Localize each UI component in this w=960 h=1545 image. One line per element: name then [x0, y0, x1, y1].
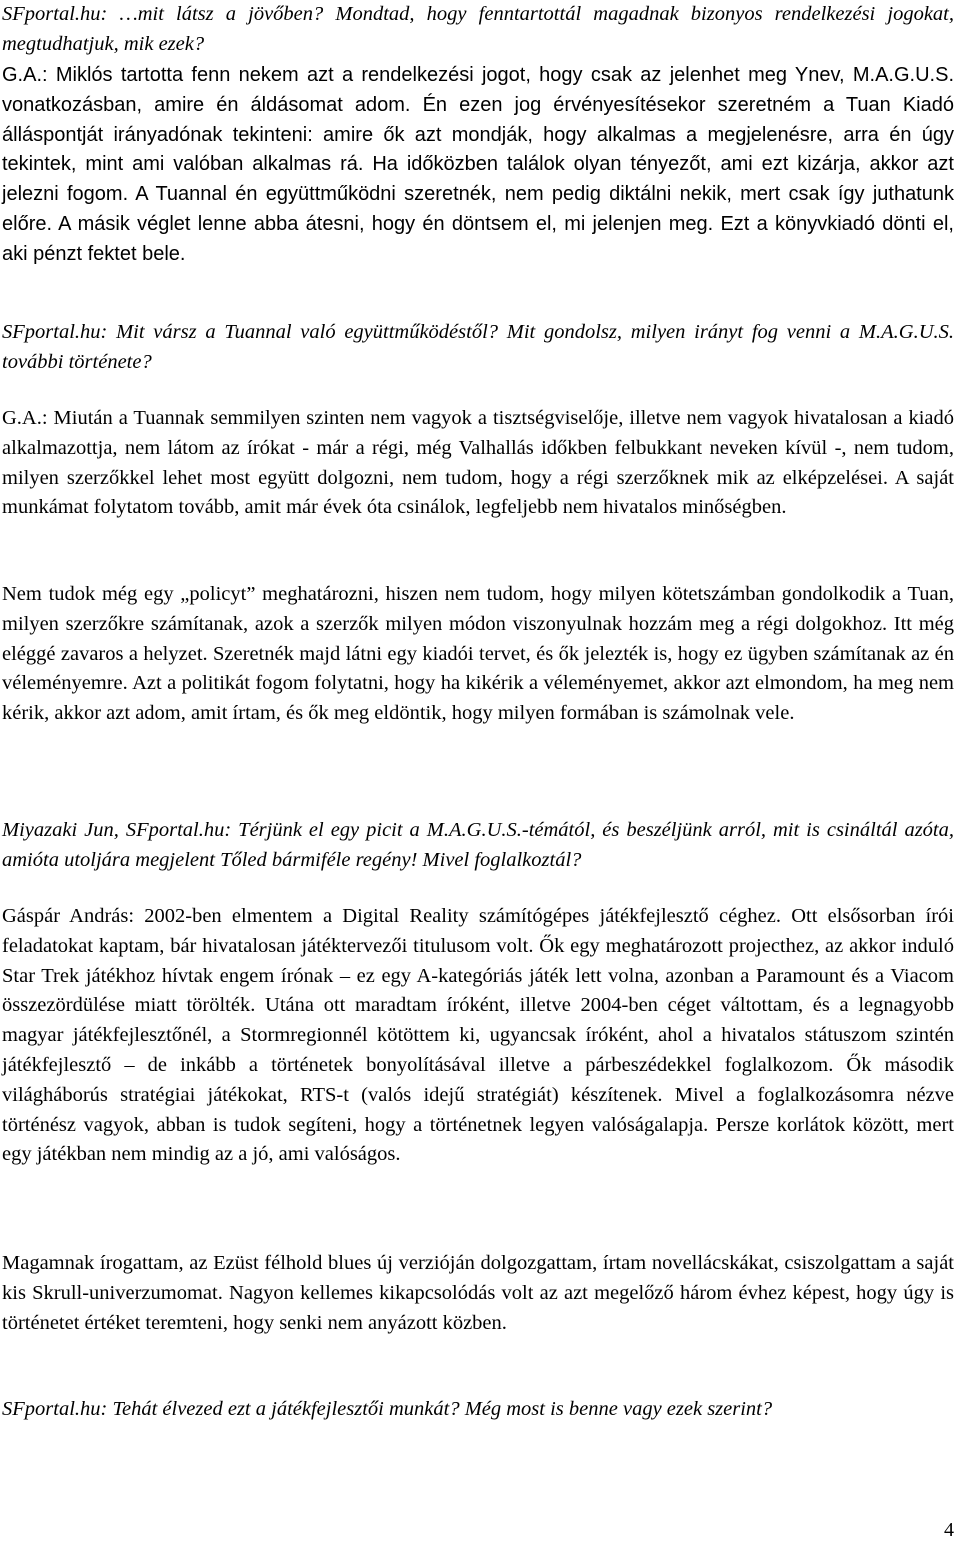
- answer-paragraph: Nem tudok még egy „policyt” meghatározni, hiszen nem tudom, hogy milyen kötetszámban gondolkodik a Tuan, milyen szerzőkre számítanak, azok a szerzők milyen módon viszonyulnak hozzám meg a régi dolgokhoz. Itt még eléggé zavaros a helyzet. Szeretnék majd látni egy kiadói tervet, és ők jelezték is, hogy ez ügyben számítanak az én véleményemre. Azt a politikát fogom folytatni, hogy ha kikérik a véleményemet, akkor azt elmondom, ha meg nem kérik, akkor azt adom, amit írtam, és ők meg eldöntik, hogy milyen formában is számolnak vele.: [2, 583, 954, 725]
- question-paragraph: SFportal.hu: …mit látsz a jövőben? Mondtad, hogy fenntartottál magadnak bizonyos rendelkezési jogokat, megtudhatjuk, mik ezek?: [2, 3, 954, 55]
- answer-paragraph: G.A.: Miklós tartotta fenn nekem azt a rendelkezési jogot, hogy csak az jelenhet meg Ynev, M.A.G.U.S. vonatkozásban, amire én áldásomat adom. Én ezen jog érvényesítésekor szeretném a Tuan Kiadó álláspontját irányadónak tekinteni: amire ők azt mondják, hogy alkalmas a megjelenésre, arra én úgy tekintek, mint ami valóban alkalmas rá. Ha időközben találok olyan tényezőt, ami ezt kizárja, akkor azt jelezni fogom. A Tuannal én együttműködni szeretnék, nem pedig diktálni nekik, mert csak így juthatunk előre. A másik véglet lenne abba átesni, hogy én döntsem el, mi jelenjen meg. Ezt a könyvkiadó dönti el, aki pénzt fektet bele.: [2, 64, 954, 265]
- answer-paragraph: Magamnak írogattam, az Ezüst félhold blues új verzióján dolgozgattam, írtam novellácskákat, csiszolgattam a saját kis Skrull-univerzumomat. Nagyon kellemes kikapcsolódás volt az azt megelőző három évhez képest, hogy úgy is történetet értéket teremteni, hogy senki nem anyázott közben.: [2, 1252, 954, 1334]
- question-paragraph: SFportal.hu: Mit vársz a Tuannal való együttműködéstől? Mit gondolsz, milyen irányt fog venni a M.A.G.U.S. további története?: [2, 321, 954, 373]
- question-paragraph: Miyazaki Jun, SFportal.hu: Térjünk el egy picit a M.A.G.U.S.-témától, és beszéljünk arról, mit is csináltál azóta, amióta utoljára megjelent Tőled bármiféle regény! Mivel foglalkoztál?: [2, 819, 954, 871]
- question-paragraph: SFportal.hu: Tehát élvezed ezt a játékfejlesztői munkát? Még most is benne vagy ezek szerint?: [2, 1398, 773, 1420]
- answer-paragraph: G.A.: Miután a Tuannak semmilyen szinten nem vagyok a tisztségviselője, illetve nem vagyok hivatalosan a kiadó alkalmazottja, nem látom az írókat - már a régi, még Valhallás időkben felbukkant neveken kívül -, nem tudom, milyen szerzőkkel lehet most együtt dolgozni, nem tudom, hogy a régi szerzőknek mik az elképzelései. A saját munkámat folytatom tovább, amit már évek óta csinálok, legfeljebb nem hivatalos minőségben.: [2, 407, 954, 519]
- page-number: 4: [944, 1519, 954, 1541]
- answer-paragraph: Gáspár András: 2002-ben elmentem a Digital Reality számítógépes játékfejlesztő céghez. Ott elsősorban írói feladatokat kaptam, bár hivatalosan játéktervezői titulusom volt. Ők egy meghatározott projecthez, az akkor induló Star Trek játékhoz hívtak engem írónak – ez egy A-kategóriás játék lett volna, azonban a Paramount és a Viacom összezördülése miatt törölték. Utána ott maradtam íróként, illetve 2004-ben céget váltottam, és a legnagyobb magyar játékfejlesztőnél, a Stormregionnél kötöttem ki, ugyancsak íróként, ahol a hivatalos státuszom szintén játékfejlesztő – de inkább a történetek bonyolításával illetve a párbeszédekkel foglalkozom. Ők második világháborús stratégiai játékokat, RTS-t (valós idejű stratégiát) készítenek. Mivel a foglalkozásomra nézve történész vagyok, abban is tudok segíteni, hogy a történetnek legyen valóságalapja. Persze korlátok között, mert egy játékban nem mindig az a jó, ami valóságos.: [2, 905, 954, 1166]
